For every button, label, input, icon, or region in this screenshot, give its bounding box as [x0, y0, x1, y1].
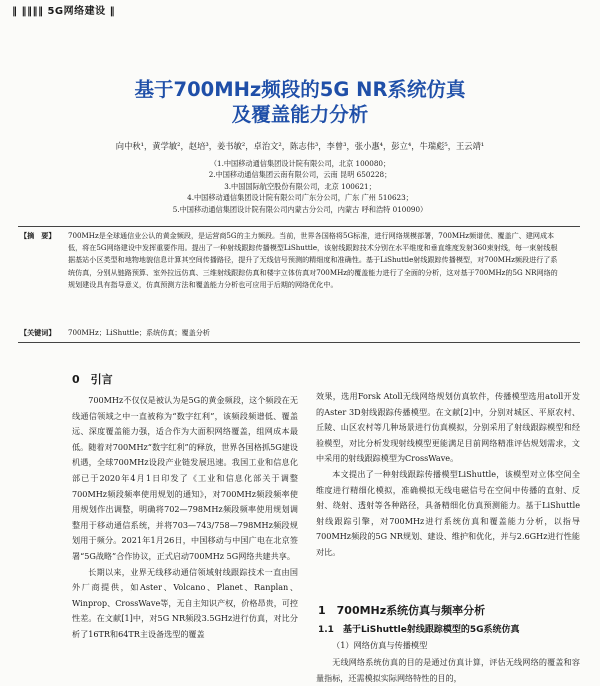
paragraph: 700MHz不仅仅是被认为是5G的黄金频段，这个频段在无线通信领域之中一直被称为“数字红利”，该频段频谱低、覆盖远、深度覆盖能力强，适合作为大面积网络覆盖，组网成本最低。随着对700MHz“数字红利”的释放，世界各国格抓5G建设机遇，全球700MHz设段产业链发展迅速。我国工业和信息化部已于2020年4月1日印发了《工业和信息化部关于调整700MHz频段频率使用规划的通知》，对700MHz频段频率使用规划作出调整，明确将702—798MHz频段频率使用规划调整用于移动通信系统，并将703—743/758—798MHz频段规划用于频分。2021年1月26日，中国移动与中国广电在北京签署“5G战略”合作协议，正式启动700MHz 5G网络共建共享。: [72, 395, 298, 561]
paragraph: 无线网络系统仿真的目的是通过仿真计算，评估无线网络的覆盖和容量指标，还需模拟实际网络特性的目的，: [316, 657, 580, 683]
abstract-bottom-rule: [18, 342, 580, 343]
affiliation-item: （1.中国移动通信集团设计院有限公司，北京 100080；: [209, 159, 391, 168]
abstract-top-rule: [18, 226, 580, 227]
author-list: 向中秋¹，黄学敏²，赵培³，姜书敏²，卓治文²，陈志伟³，李曾³，张小惠⁴，彭立⁴，牛瑞彪⁵，王云靖¹: [115, 141, 485, 151]
journal-column-label: ‖ ‖‖‖‖ 5G网络建设 ‖: [12, 6, 116, 17]
abstract-block: [20, 230, 558, 291]
abstract-label: 【摘 要】: [20, 231, 56, 240]
section-heading-1-1: 1.1 基于LiShuttle射线跟踪模型的5G系统仿真: [318, 625, 520, 635]
right-column-tail: [316, 655, 580, 686]
affiliation-item: 4.中国移动通信集团设计院有限公司广东分公司，广东 广州 510623；: [187, 193, 413, 203]
section-heading-1: 1 700MHz系统仿真与频率分析: [318, 604, 486, 617]
paragraph: 效果，选用Forsk Atoll无线网络规划仿真软件，传播模型选用atoll开发的Aster 3D射线跟踪传播模型。在文献[2]中，分别对城区、平原农村、丘陵、山区农村等几种场景进行仿真模拟，分别采用了射线跟踪模型和经验模型，对比分析发现射线模型更能满足目前网络精准评估规划需求，文中采用的射线跟踪模型为CrossWave。: [316, 391, 580, 464]
affiliation-item: 5.中国移动通信集团设计院有限公司内蒙古分公司，内蒙古 呼和浩特 010090）: [172, 204, 428, 214]
paper-title-line2: 及覆盖能力分析: [231, 103, 369, 126]
affiliation-item: 3.中国国际航空股份有限公司，北京 100621；: [224, 181, 376, 191]
keywords-block: [20, 327, 558, 339]
section-heading-1-1-1: （1）网络仿真与传播模型: [332, 640, 428, 650]
right-column-body: [316, 389, 580, 561]
left-column-body: [72, 393, 298, 643]
keywords-label: 【关键词】: [20, 328, 56, 337]
keywords-text: 700MHz；LiShuttle；系统仿真；覆盖分析: [68, 328, 210, 337]
paragraph: 本文提出了一种射线跟踪传播模型LiShuttle，该模型对立体空间全维度进行精细化模拟，准确模拟无线电磁信号在空间中传播的直射、反射、绕射、透射等各种路径，具备精细化仿真预测能力。基于LiShuttle射线跟踪引擎，对700MHz进行系统仿真和覆盖能力分析，以指导700MHz频段的5G NR规划、建设、维护和优化，并与2.6GHz进行性能对比。: [316, 468, 580, 557]
affiliation-item: 2.中国移动通信集团云南有限公司，云南 昆明 650228；: [208, 170, 392, 180]
abstract-text: 700MHz是全球通信业公认的黄金频段，是运营商5G的主力频段。当前，世界各国格将5G标准，进行网络规模部署，700MHz频谱优、覆盖广、建网成本低，将在5G网络建设中发挥重要作用。提出了一种射线跟踪传播模型LiShuttle，该射线跟踪技术分别在水平维度和垂直维度发射360束射线，每一束射线根据基站小区类型和地物地貌信息计算其空间传播路径，提升了无线信号预测的精细度和准确性。基于LiShuttle射线跟踪传播模型，对700MHz频段进行了系统仿真，分别从链路预算、室外拉远仿真、三维射线跟踪仿真和楼宇立体仿真对700MHz的覆盖能力进行了全面的分析，这对基于700MHz的5G NR网络的规划建设具有指导意义，仿真预测方法和覆盖能力分析也可应用于后期的网络优化中。: [68, 231, 558, 289]
section-heading-intro: 0 引言: [72, 373, 113, 386]
paper-title-line1: 基于700MHz频段的5G NR系统仿真: [134, 78, 466, 101]
affiliation-list: [0, 158, 600, 215]
paragraph: 长期以来，业界无线移动通信领域射线跟踪技术一直由国外厂商提供，如Aster、Volcano、Planet、Ranplan、Winprop、CrossWave等，无自主知识产权，价格昂贵，可控性差。在文献[1]中，对5G NR频段3.5GHz进行仿真，对比分析了16TR和64TR主设备选型的覆盖: [72, 566, 298, 639]
